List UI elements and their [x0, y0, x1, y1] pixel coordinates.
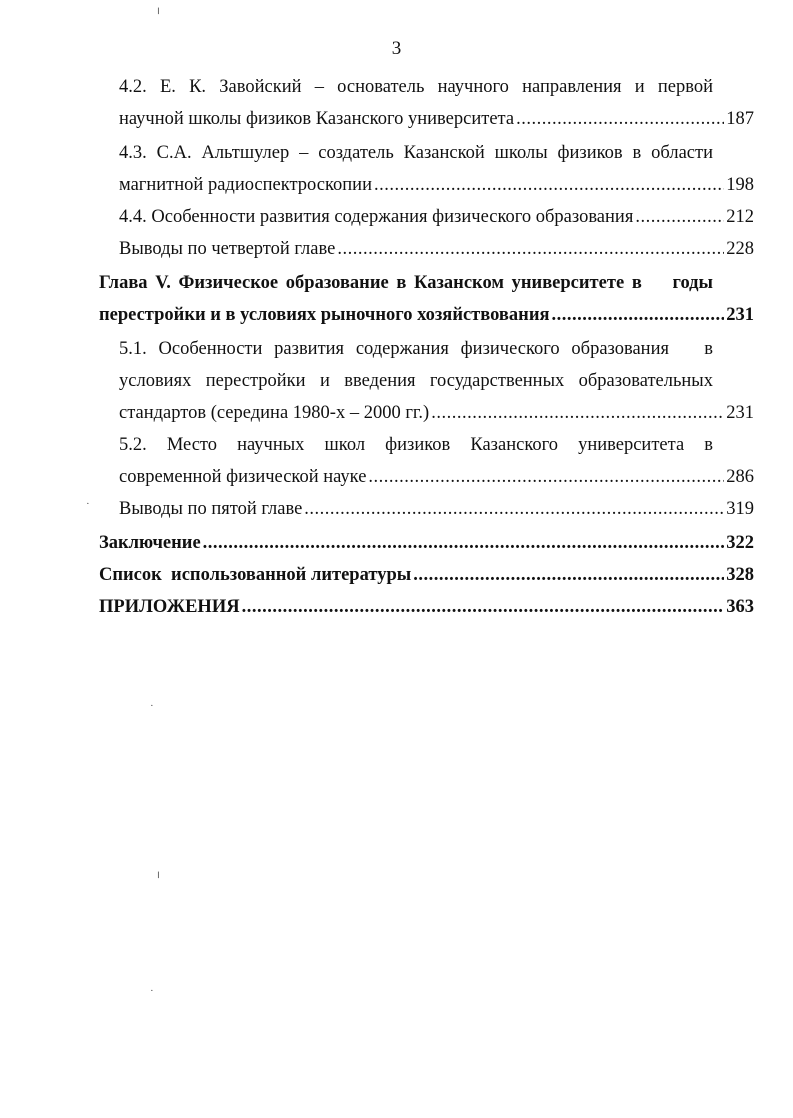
dot-leader — [368, 462, 724, 492]
toc-entry-references-page: 328 — [726, 565, 754, 585]
scan-speck: ╵ — [155, 873, 162, 885]
scan-speck: · — [150, 985, 154, 997]
toc-entry-5-2-line2 — [119, 462, 754, 492]
dot-leader — [552, 300, 725, 330]
dot-leader — [337, 234, 724, 264]
toc-entry-appendices-page: 363 — [726, 597, 754, 617]
toc-entry-4-3-text: магнитной радиоспектроскопии — [119, 175, 372, 195]
dot-leader — [203, 528, 725, 558]
toc-entry-4-4 — [119, 202, 754, 232]
toc-entry-conclusions-5 — [119, 494, 754, 524]
toc-entry-5-2-page: 286 — [726, 467, 754, 487]
toc-entry-conclusion-page: 322 — [726, 533, 754, 553]
toc-entry-conclusion-text: Заключение — [99, 533, 201, 553]
toc-entry-4-4-page: 212 — [726, 207, 754, 227]
toc-entry-5-1-line2: условиях перестройки и введения государственных образовательных — [119, 371, 713, 391]
scan-speck: · — [150, 700, 154, 712]
toc-entry-4-2-line2 — [119, 104, 754, 134]
toc-entry-4-4-text: 4.4. Особенности развития содержания физического образования — [119, 207, 634, 227]
dot-leader — [304, 494, 724, 524]
toc-entry-5-2-line1: 5.2. Место научных школ физиков Казанского университета в — [119, 435, 713, 455]
toc-entry-5-1-text: стандартов (середина 1980-х – 2000 гг.) — [119, 403, 430, 423]
toc-chapter-5-line2 — [99, 300, 754, 330]
scan-speck: · — [86, 498, 90, 510]
toc-entry-4-2-text: научной школы физиков Казанского университета — [119, 109, 515, 129]
dot-leader — [431, 398, 724, 428]
toc-entry-4-2-line1: 4.2. Е. К. Завойский – основатель научного направления и первой — [119, 77, 713, 97]
toc-entry-references — [99, 560, 754, 590]
toc-entry-4-2-page: 187 — [726, 109, 754, 129]
toc-entry-conclusion — [99, 528, 754, 558]
dot-leader — [242, 592, 725, 622]
toc-entry-conclusions-4-page: 228 — [726, 239, 754, 259]
dot-leader — [413, 560, 724, 590]
toc-entry-references-text: Список использованной литературы — [99, 565, 412, 585]
toc-chapter-5-page: 231 — [726, 305, 754, 325]
toc-entry-5-2-text: современной физической науке — [119, 467, 367, 487]
toc-entry-4-3-line2 — [119, 170, 754, 200]
toc-entry-conclusions-4 — [119, 234, 754, 264]
scan-speck: ╵ — [155, 9, 162, 21]
dot-leader — [516, 104, 724, 134]
page-number: 3 — [391, 38, 402, 59]
toc-entry-conclusions-4-text: Выводы по четвертой главе — [119, 239, 336, 259]
toc-entry-5-1-page: 231 — [726, 403, 754, 423]
dot-leader — [374, 170, 724, 200]
toc-entry-appendices-text: ПРИЛОЖЕНИЯ — [99, 597, 240, 617]
toc-chapter-5-line1: Глава V. Физическое образование в Казанском университете в годы — [99, 273, 713, 293]
dot-leader — [635, 202, 724, 232]
toc-entry-appendices — [99, 592, 754, 622]
toc-entry-4-3-line1: 4.3. С.А. Альтшулер – создатель Казанской школы физиков в области — [119, 143, 713, 163]
toc-entry-conclusions-5-page: 319 — [726, 499, 754, 519]
toc-entry-5-1-line1: 5.1. Особенности развития содержания физического образования в — [119, 339, 713, 359]
toc-chapter-5-text: перестройки и в условиях рыночного хозяйствования — [99, 305, 550, 325]
toc-entry-4-3-page: 198 — [726, 175, 754, 195]
toc-entry-5-1-line3 — [119, 398, 754, 428]
toc-entry-conclusions-5-text: Выводы по пятой главе — [119, 499, 303, 519]
